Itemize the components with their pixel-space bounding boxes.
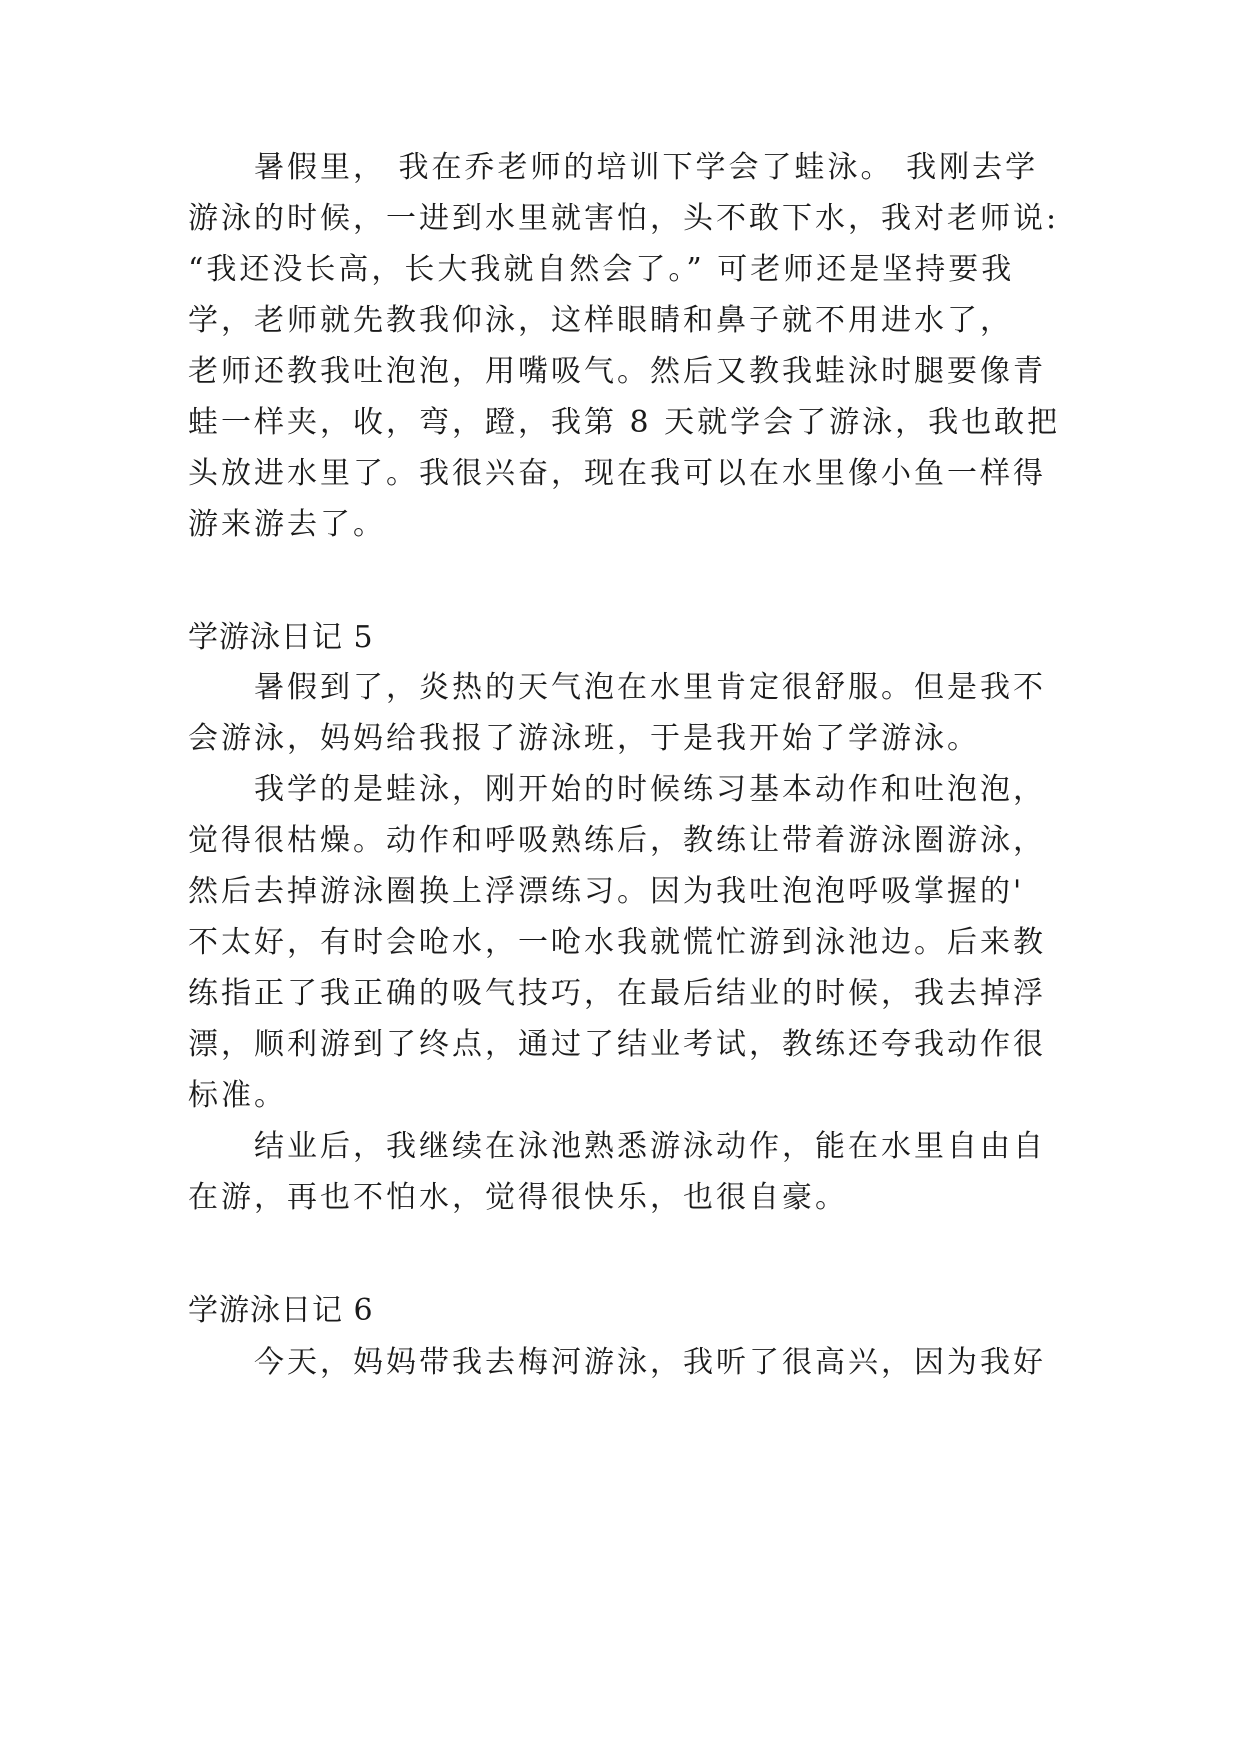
text-line: 在游，再也不怕水，觉得很快乐，也很自豪。	[188, 1180, 848, 1215]
section-heading: 学游泳日记 6	[188, 1293, 374, 1328]
text-line: 标准。	[188, 1078, 287, 1113]
text-line: 不太好，有时会呛水，一呛水我就慌忙游到泳池边。后来教	[188, 925, 1046, 960]
text-line: 暑假里， 我在乔老师的培训下学会了蛙泳。 我刚去学	[254, 150, 1039, 185]
text-line: 学，老师就先教我仰泳，这样眼睛和鼻子就不用进水了，	[188, 303, 1013, 338]
section-heading: 学游泳日记 5	[188, 620, 374, 655]
text-line: 游泳的时候，一进到水里就害怕，头不敢下水，我对老师说:	[188, 201, 1060, 236]
text-line: 觉得很枯燥。动作和呼吸熟练后，教练让带着游泳圈游泳，	[188, 823, 1046, 858]
text-line: 暑假到了，炎热的天气泡在水里肯定很舒服。但是我不	[254, 670, 1046, 705]
text-line: 我学的是蛙泳，刚开始的时候练习基本动作和吐泡泡，	[254, 772, 1046, 807]
text-line: 结业后，我继续在泳池熟悉游泳动作，能在水里自由自	[254, 1129, 1046, 1164]
text-line: 今天，妈妈带我去梅河游泳，我听了很高兴，因为我好	[254, 1345, 1046, 1380]
text-line: 漂，顺利游到了终点，通过了结业考试，教练还夸我动作很	[188, 1027, 1046, 1062]
text-line: 练指正了我正确的吸气技巧，在最后结业的时候，我去掉浮	[188, 976, 1046, 1011]
text-line: “我还没长高，长大我就自然会了。” 可老师还是坚持要我	[188, 252, 1015, 287]
text-line: 头放进水里了。我很兴奋，现在我可以在水里像小鱼一样得	[188, 456, 1046, 491]
text-line: 游来游去了。	[188, 507, 386, 542]
text-line: 蛙一样夹，收，弯，蹬，我第 8 天就学会了游泳，我也敢把	[188, 405, 1061, 440]
text-line: 然后去掉游泳圈换上浮漂练习。因为我吐泡泡呼吸掌握的'	[188, 874, 1025, 909]
text-line: 会游泳，妈妈给我报了游泳班，于是我开始了学游泳。	[188, 721, 980, 756]
text-line: 老师还教我吐泡泡，用嘴吸气。然后又教我蛙泳时腿要像青	[188, 354, 1046, 389]
